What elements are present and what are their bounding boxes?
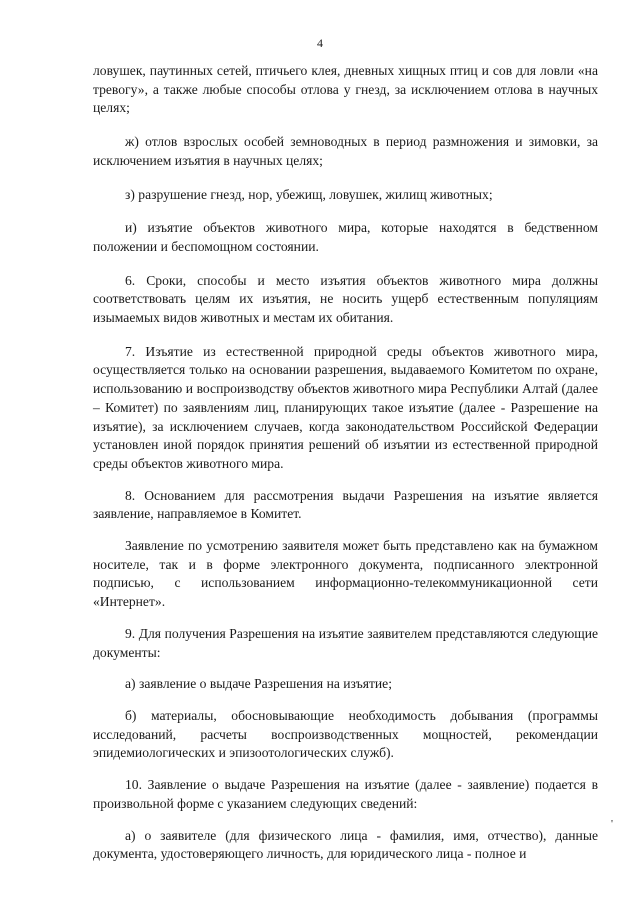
paragraph-item-i: и) изъятие объектов животного мира, которые находятся в бедственном положении и беспомощном состоянии. — [93, 220, 598, 254]
paragraph-item-z: з) разрушение гнезд, нор, убежищ, ловушек, жилищ животных; — [125, 186, 493, 202]
paragraph-clause-10: 10. Заявление о выдаче Разрешения на изъятие (далее - заявление) подается в произвольной форме с указанием следующих сведений: — [93, 777, 598, 811]
paragraph-clause-9: 9. Для получения Разрешения на изъятие заявителем представляются следующие документы: — [93, 625, 598, 660]
paragraph-clause-7: 7. Изъятие из естественной природной среды объектов животного мира, осуществляется только на основании разрешения, выдаваемого Комитетом по охране, использованию и воспроизводству объектов животного мира Республики Алтай (далее – Комитет) по заявлениям лиц, планирующих такое изъятие (далее - Разрешение на изъятие), за исключением случаев, когда законодательством Российской Федерации установлен иной порядок принятия решений об изъятии из естественной природной среды объектов животного мира. — [93, 343, 598, 471]
page-number: 4 — [317, 36, 323, 50]
paragraph-item-b: б) материалы, обосновывающие необходимость добывания (программы исследований, расчеты воспроизводственных мощностей, рекомендации эпидемиологических и эпизоотологических служб). — [93, 707, 598, 761]
paragraph-item-a: а) заявление о выдаче Разрешения на изъятие; — [125, 676, 392, 692]
paragraph-clause-6: 6. Сроки, способы и место изъятия объектов животного мира должны соответствовать целям их изъятия, не носить ущерб естественным популяциям изымаемых видов животных и местам их обитания. — [93, 272, 598, 326]
margin-mark: ' — [611, 818, 613, 830]
paragraph-application-form: Заявление по усмотрению заявителя может быть представлено как на бумажном носителе, так и в форме электронного документа, подписанного электронной подписью, с использованием информационно-телекоммуникационной сети «Интернет». — [93, 538, 598, 610]
paragraph-item-zh: ж) отлов взрослых особей земноводных в период размножения и зимовки, за исключением изъятия в научных целях; — [93, 134, 598, 168]
document-body — [93, 62, 598, 864]
paragraph-trap-methods: ловушек, паутинных сетей, птичьего клея, дневных хищных птиц и сов для ловли «на тревогу», а также любые способы отлова у гнезд, за исключением отлова в научных целях; — [93, 63, 598, 116]
paragraph-applicant-info: а) о заявителе (для физического лица - фамилия, имя, отчество), данные документа, удостоверяющего личность, для юридического лица - полное и — [93, 827, 598, 862]
paragraph-clause-8: 8. Основанием для рассмотрения выдачи Разрешения на изъятие является заявление, направляемое в Комитет. — [93, 487, 598, 522]
